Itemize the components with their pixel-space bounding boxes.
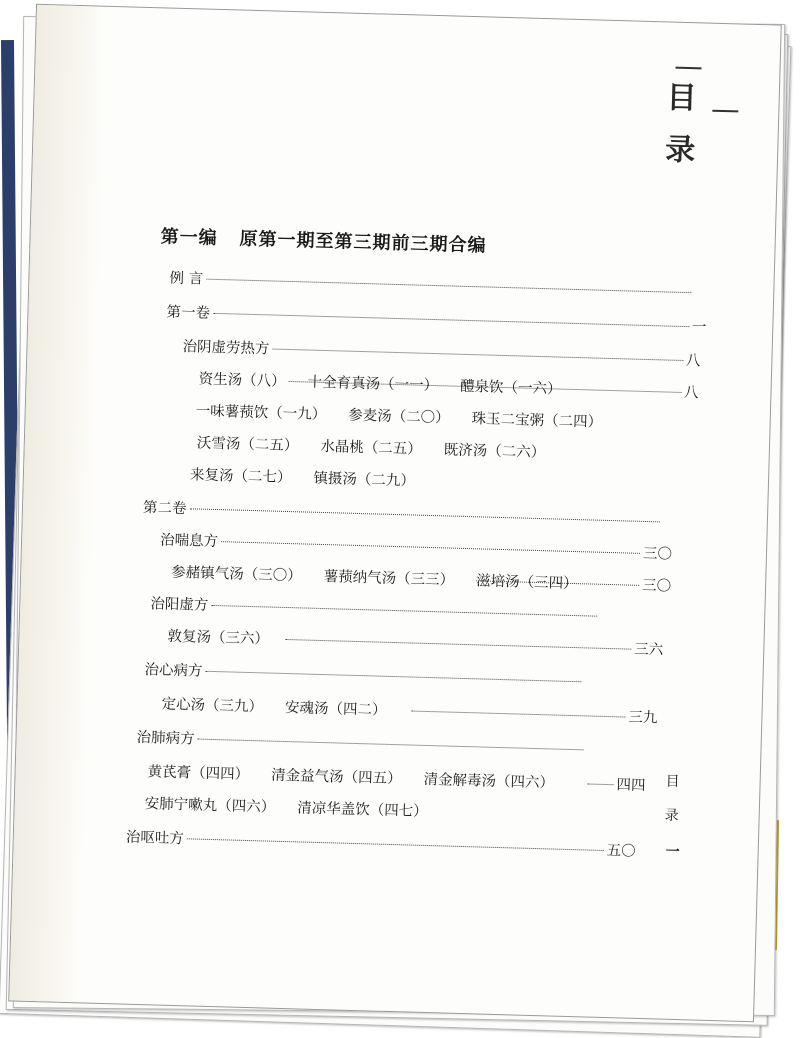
leader-dots [187, 838, 604, 851]
recipe-item: 资生汤（八） [198, 371, 286, 390]
toc-entry [169, 267, 694, 303]
leader-dots [285, 639, 631, 650]
recipe-item: 安魂汤（四二） [284, 700, 387, 719]
heading-part: 第一编 [160, 226, 218, 249]
leader-dots [273, 349, 683, 361]
toc-page-number: 三六 [634, 641, 664, 659]
recipe-item: 珠玉二宝粥（二四） [471, 411, 603, 431]
recipe-item: 滋培汤（三四） [475, 573, 578, 593]
toc-entry [144, 658, 584, 691]
recipe-list [145, 792, 450, 822]
toc-label: 第二卷 [142, 499, 187, 518]
toc-page-number: 八 [683, 385, 699, 402]
recipe-list [147, 760, 576, 793]
title-rule [712, 110, 738, 113]
recipe-item: 薯蓣纳气汤（三三） [323, 569, 455, 589]
toc-label: 治呕吐方 [125, 829, 185, 848]
recipe-list [197, 431, 568, 462]
toc-page-number: 四四 [616, 777, 646, 795]
recipe-item: 十全育真汤（一一） [307, 374, 439, 395]
toc-label: 治肺病方 [136, 729, 195, 748]
recipe-item: 敦复汤（三六） [167, 628, 270, 648]
recipe-item: 清金解毒汤（四六） [423, 771, 555, 792]
leader-dots [587, 783, 613, 785]
toc-label: 第一卷 [166, 304, 211, 322]
toc-entry [150, 592, 600, 626]
heading-title: 原第一期至第三期前三期合编 [239, 228, 487, 257]
side-label-char: 目 [665, 773, 680, 791]
recipe-item: 参赭镇气汤（三〇） [171, 564, 302, 585]
recipe-list [190, 463, 437, 491]
leader-dots [213, 313, 689, 327]
leader-dots [206, 279, 691, 294]
leader-dots [221, 541, 640, 554]
recipe-item: 镇摄汤（二九） [313, 470, 416, 490]
toc-entry [126, 826, 636, 861]
toc-entry [166, 301, 706, 337]
leader-dots [411, 711, 625, 718]
toc-entry [143, 496, 663, 532]
recipe-item: 醴泉饮（一六） [459, 378, 562, 398]
leader-dots [211, 605, 597, 617]
recipe-list [167, 625, 291, 649]
toc-label: 治喘息方 [159, 532, 219, 551]
toc-page-number: 三〇 [642, 545, 673, 563]
toc-page-number: 八 [685, 353, 701, 370]
folio: 一 [665, 843, 680, 861]
title-rule [676, 67, 702, 70]
recipe-list [198, 367, 583, 399]
recipe-list [161, 693, 408, 721]
leader-dots [190, 508, 660, 522]
recipe-item: 黄芪膏（四四） [147, 764, 250, 784]
side-label-char: 录 [664, 807, 679, 825]
toc-page-number: 五〇 [606, 843, 636, 860]
side-title-char: 录 [664, 132, 696, 169]
toc-label: 治阳虚方 [150, 596, 209, 614]
leader-dots [205, 671, 581, 682]
toc-label: 治阴虚劳热方 [182, 339, 270, 358]
recipe-item: 沃雪汤（二五） [196, 435, 299, 455]
recipe-item: 定心汤（三九） [161, 696, 264, 716]
toc-page-number: 三〇 [641, 577, 672, 595]
leader-dots [198, 739, 584, 751]
side-title-char: 目 [666, 80, 698, 117]
toc-page [8, 4, 782, 1022]
toc-entry [182, 335, 700, 370]
toc-label: 例 言 [169, 270, 204, 288]
recipe-item: 清金益气汤（四五） [270, 767, 402, 788]
recipe-item: 水晶桃（二五） [320, 438, 423, 458]
toc-entry [136, 726, 586, 760]
section-heading [160, 222, 487, 257]
recipe-item: 安肺宁嗽丸（四六） [144, 796, 276, 816]
recipe-list [171, 561, 600, 594]
toc-entry [160, 528, 672, 563]
recipe-item: 参麦汤（二〇） [347, 407, 450, 427]
toc-label: 治心病方 [144, 662, 203, 680]
toc-page-number: 三九 [628, 709, 658, 727]
recipe-item: 既济汤（二六） [443, 442, 546, 462]
recipe-item: 清凉华盖饮（四七） [296, 800, 428, 821]
recipe-item: 来复汤（二七） [189, 467, 292, 487]
recipe-item: 一味薯蓣饮（一九） [195, 403, 327, 424]
recipe-list [196, 399, 625, 432]
toc-page-number: 一 [691, 319, 707, 336]
